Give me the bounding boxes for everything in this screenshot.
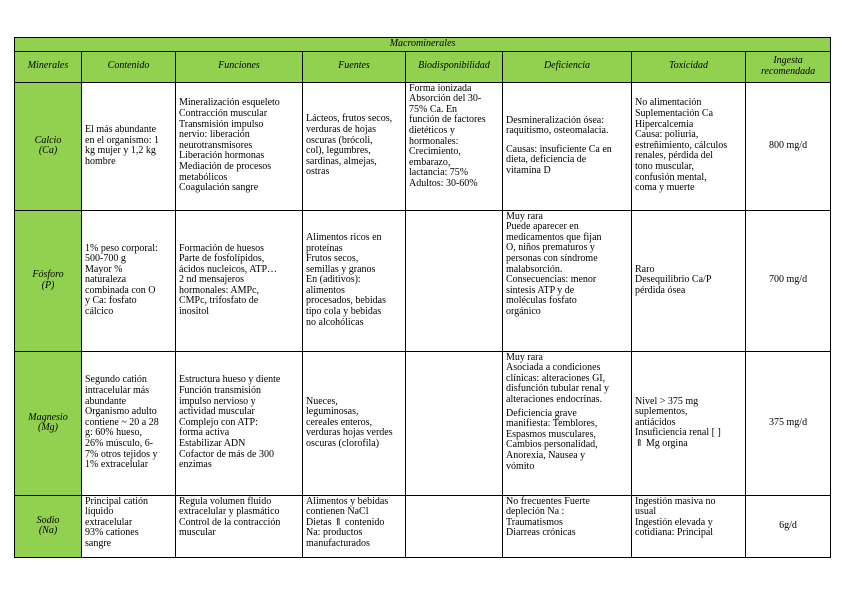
column-header: Biodisponibilidad xyxy=(406,51,503,82)
funciones-cell: Estructura hueso y diente Función transmisión impulso nervioso y actividad muscular Complejo con ATP: forma activa Estabilizar ADN Cofactor de más de 300 enzimas xyxy=(176,351,303,495)
column-header: Deficiencia xyxy=(503,51,632,82)
column-header: Funciones xyxy=(176,51,303,82)
toxicidad-cell: No alimentación Suplementación Ca Hipercalcemia Causa: poliuria, estreñimiento, cálculos renales, pérdida del tono muscular, confusión mental, coma y muerte xyxy=(632,82,746,210)
fuentes-cell: Nueces, leguminosas, cereales enteros, verduras hojas verdes oscuras (clorofila) xyxy=(303,351,406,495)
ingesta-cell: 800 mg/d xyxy=(746,82,831,210)
funciones-cell: Regula volumen fluido extracelular y plasmático Control de la contracción muscular xyxy=(176,495,303,557)
column-header: Toxicidad xyxy=(632,51,746,82)
column-header: Minerales xyxy=(15,51,82,82)
column-header: Ingesta recomendada xyxy=(746,51,831,82)
funciones-cell: Mineralización esqueleto Contracción muscular Transmisión impulso nervio: liberación neurotransmisores Liberación hormonas Mediación de procesos metabólicos Coagulación sangre xyxy=(176,82,303,210)
fuentes-cell: Alimentos ricos en proteínas Frutos secos, semillas y granos En (aditivos): alimentos procesados, bebidas tipo cola y bebidas no alcohólicas xyxy=(303,210,406,351)
contenido-cell: El más abundante en el organismo: 1 kg mujer y 1,2 kg hombre xyxy=(82,82,176,210)
contenido-cell: Principal catión líquido extracelular 93% cationes sangre xyxy=(82,495,176,557)
mineral-name: Magnesio (Mg) xyxy=(15,351,82,495)
funciones-cell: Formación de huesos Parte de fosfolípidos, ácidos nucleicos, ATP… 2 nd mensajeros hormonales: AMPc, CMPc, trifosfato de inositol xyxy=(176,210,303,351)
mineral-name: Sodio (Na) xyxy=(15,495,82,557)
ingesta-cell: 700 mg/d xyxy=(746,210,831,351)
contenido-cell: Segundo catión intracelular más abundante Organismo adulto contiene ~ 20 a 28 g: 60% hueso, 26% músculo, 6- 7% otros tejidos y 1% extracelular xyxy=(82,351,176,495)
deficiencia-cell: No frecuentes Fuerte depleción Na : Traumatismos Diarreas crónicas xyxy=(503,495,632,557)
mineral-name: Fósforo (P) xyxy=(15,210,82,351)
table-row xyxy=(15,351,831,495)
fuentes-cell: Alimentos y bebidas contienen NaCl Dietas ⇑ contenido Na: productos manufacturados xyxy=(303,495,406,557)
fuentes-cell: Lácteos, frutos secos, verduras de hojas oscuras (brócoli, col), legumbres, sardinas, almejas, ostras xyxy=(303,82,406,210)
table-row xyxy=(15,210,831,351)
column-header: Contenido xyxy=(82,51,176,82)
deficiencia-cell: Desmineralización ósea: raquitismo, osteomalacia. Causas: insuficiente Ca en dieta, deficiencia de vitamina D xyxy=(503,82,632,210)
toxicidad-cell: Nivel > 375 mg suplementos, antiácidos Insuficiencia renal [ ] ⇑ Mg orgina xyxy=(632,351,746,495)
contenido-cell: 1% peso corporal: 500-700 g Mayor % naturaleza combinada con O y Ca: fosfato cálcico xyxy=(82,210,176,351)
biodisponibilidad-cell xyxy=(406,351,503,495)
mineral-name: Calcio (Ca) xyxy=(15,82,82,210)
toxicidad-cell: Ingestión masiva no usual Ingestión elevada y cotidiana: Principal xyxy=(632,495,746,557)
deficiencia-cell: Muy rara Asociada a condiciones clínicas: alteraciones GI, disfunción tubular renal y alteraciones endocrinas. Deficiencia grave manifiesta: Temblores, Espasmos musculares, Cambios personalidad, Anorexia, Nausea y vómito xyxy=(503,351,632,495)
toxicidad-cell: Raro Desequilibrio Ca/P pérdida ósea xyxy=(632,210,746,351)
table-row xyxy=(15,495,831,557)
table-row xyxy=(15,82,831,210)
table-title: Macrominerales xyxy=(15,38,831,52)
biodisponibilidad-cell xyxy=(406,210,503,351)
ingesta-cell: 375 mg/d xyxy=(746,351,831,495)
biodisponibilidad-cell: Forma ionizada Absorción del 30- 75% Ca. En función de factores dietéticos y hormonales: Crecimiento, embarazo, lactancia: 75% Adultos: 30-60% xyxy=(406,82,503,210)
macrominerales-table xyxy=(14,37,831,558)
biodisponibilidad-cell xyxy=(406,495,503,557)
ingesta-cell: 6g/d xyxy=(746,495,831,557)
deficiencia-cell: Muy rara Puede aparecer en medicamentos que fijan O, niños prematuros y personas con síndrome malabsorción. Consecuencias: menor síntesis ATP y de moléculas fosfato orgánico xyxy=(503,210,632,351)
column-header: Fuentes xyxy=(303,51,406,82)
